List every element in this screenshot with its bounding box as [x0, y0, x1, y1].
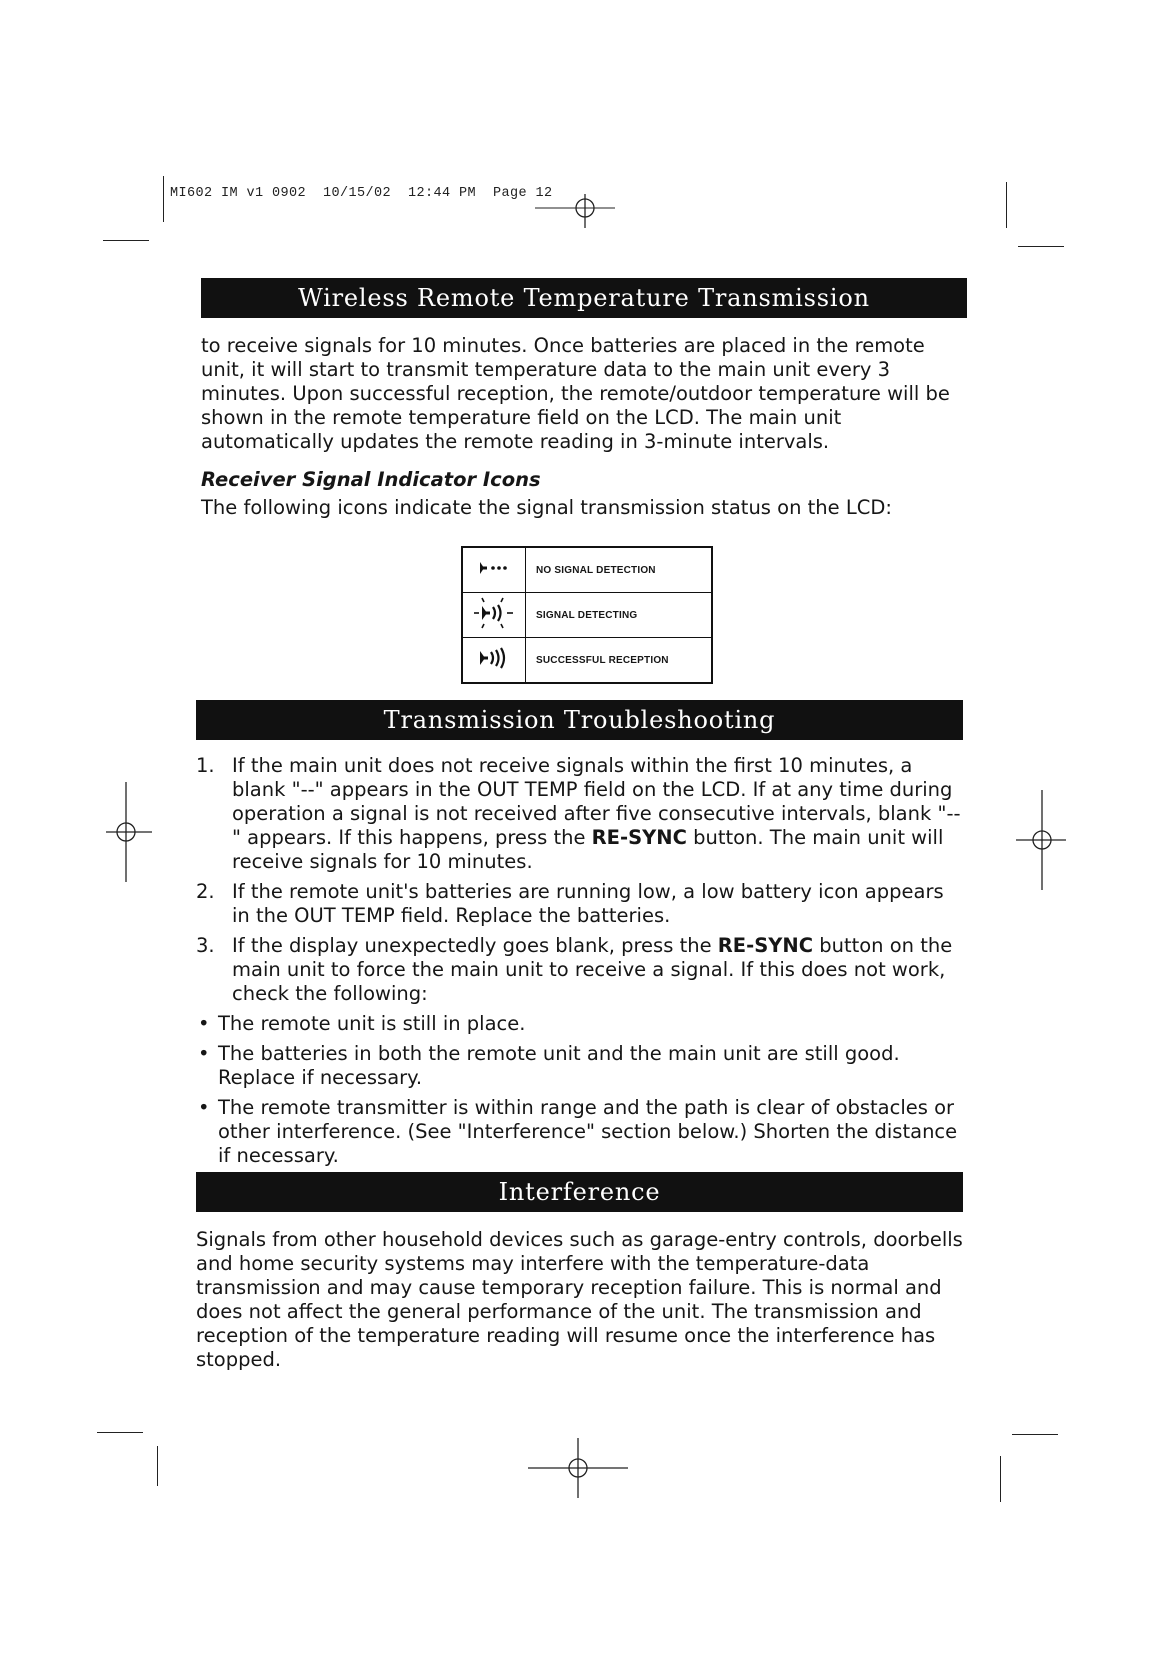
interference-paragraph: Signals from other household devices such as garage-entry controls, doorbells and home security systems may interfere with the temperature-data transmission and may cause temporary reception failure. This is normal and does not affect the general performance of the unit. The transmission and reception of the temperature reading will resume once the interference has stopped. [196, 1228, 963, 1371]
icon-label: SUCCESSFUL RECEPTION [526, 638, 713, 684]
crop-mark [1018, 246, 1064, 247]
list-item [196, 934, 966, 1006]
re-sync-label: RE-SYNC [591, 826, 687, 849]
bullet-icon: • [198, 1012, 210, 1035]
bullet-text: The batteries in both the remote unit and the main unit are still good. Replace if necessary. [218, 1042, 900, 1089]
signal-detecting-icon [462, 593, 526, 638]
registration-mark-icon [528, 1438, 628, 1498]
bullet-item [196, 1096, 966, 1168]
crop-mark [163, 176, 164, 222]
list-text: button on the main unit to force the main unit to receive a signal. If this does not work, check the following: [232, 934, 953, 1005]
print-slug: MI602 IM v1 0902 10/15/02 12:44 PM Page 12 [170, 186, 553, 201]
list-number: 2. [196, 880, 215, 903]
subheading-receiver-icons: Receiver Signal Indicator Icons [201, 468, 541, 491]
table-row [462, 638, 712, 684]
bullet-item [196, 1042, 966, 1090]
section-title-wireless: Wireless Remote Temperature Transmission [201, 278, 967, 318]
bullet-item [196, 1012, 966, 1036]
list-text: button. The main unit will receive signals for 10 minutes. [232, 826, 944, 873]
signal-icon-table [461, 546, 713, 684]
table-row [462, 547, 712, 593]
section-title-interference: Interference [196, 1172, 963, 1212]
bullet-text: The remote transmitter is within range and the path is clear of obstacles or other interference. (See "Interference" section below.) Shorten the distance if necessary. [218, 1096, 958, 1167]
list-text: If the main unit does not receive signals within the first 10 minutes, a blank "--" appears in the OUT TEMP field on the LCD. If at any time during operation a signal is not received after five consecutive intervals, blank "--" appears. If this happens, press the [232, 754, 961, 849]
list-text: If the display unexpectedly goes blank, press the [232, 934, 718, 957]
crop-mark [97, 1432, 143, 1433]
crop-mark [1006, 182, 1007, 228]
list-item [196, 880, 966, 928]
list-item [196, 754, 966, 874]
icons-intro: The following icons indicate the signal transmission status on the LCD: [201, 496, 892, 519]
list-text: If the remote unit's batteries are running low, a low battery icon appears in the OUT TEMP field. Replace the batteries. [232, 880, 944, 927]
icon-label: NO SIGNAL DETECTION [526, 547, 713, 593]
crop-mark [1000, 1456, 1001, 1502]
table-row [462, 593, 712, 638]
bullet-icon: • [198, 1042, 210, 1065]
crop-mark [1012, 1434, 1058, 1435]
bullet-icon: • [198, 1096, 210, 1119]
list-number: 3. [196, 934, 215, 957]
registration-mark-icon [92, 782, 158, 882]
troubleshooting-list [196, 754, 966, 1174]
list-number: 1. [196, 754, 215, 777]
crop-mark [103, 240, 149, 241]
bullet-text: The remote unit is still in place. [218, 1012, 526, 1035]
registration-mark-icon [1008, 790, 1074, 890]
crop-mark [157, 1446, 158, 1486]
no-signal-icon [462, 547, 526, 593]
successful-reception-icon [462, 638, 526, 684]
icon-label: SIGNAL DETECTING [526, 593, 713, 638]
wireless-paragraph: to receive signals for 10 minutes. Once batteries are placed in the remote unit, it will start to transmit temperature data to the main unit every 3 minutes. Upon successful reception, the remote/outdoor temperature will be shown in the remote temperature field on the LCD. The main unit automatically updates the remote reading in 3-minute intervals. [201, 334, 950, 453]
section-title-troubleshooting: Transmission Troubleshooting [196, 700, 963, 740]
re-sync-label: RE-SYNC [717, 934, 814, 957]
